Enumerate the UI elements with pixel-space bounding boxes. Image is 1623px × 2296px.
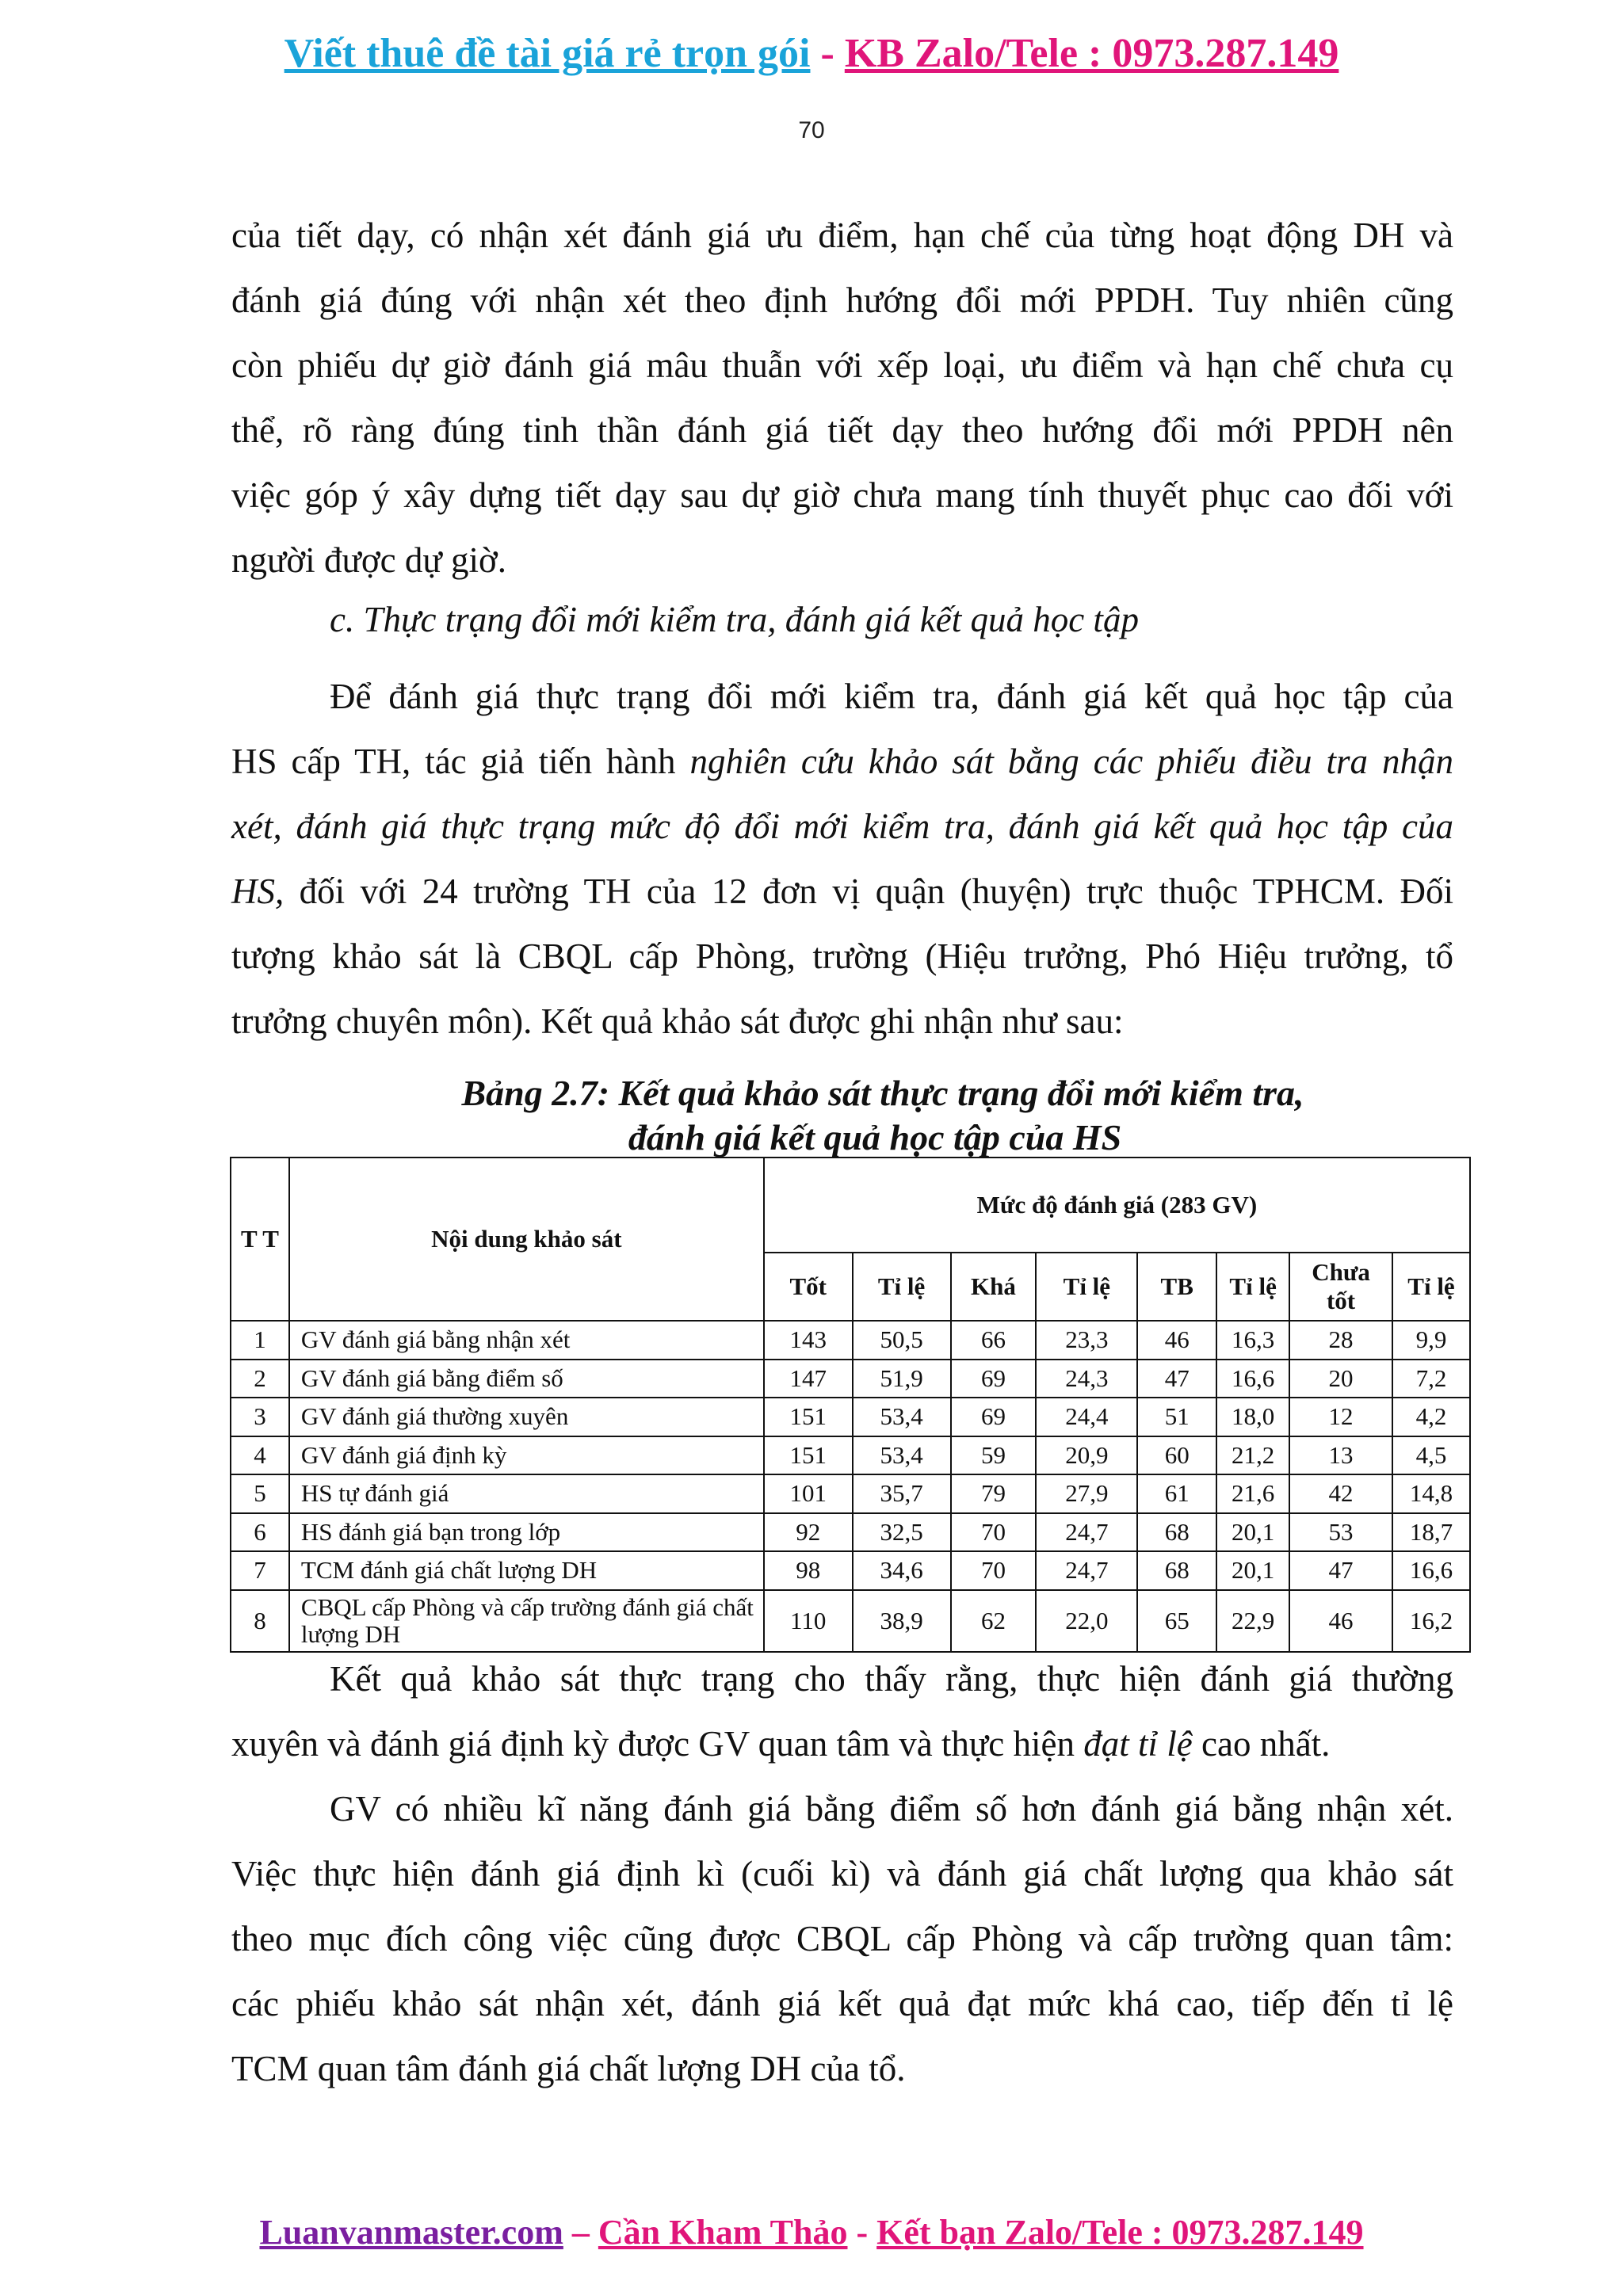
value-cell: 20 — [1289, 1360, 1392, 1398]
value-cell: 7,2 — [1392, 1360, 1470, 1398]
content-cell: GV đánh giá thường xuyên — [289, 1398, 764, 1436]
row-number-cell: 6 — [231, 1513, 289, 1552]
value-cell: 34,6 — [853, 1551, 951, 1590]
value-cell: 21,6 — [1216, 1474, 1289, 1513]
value-cell: 46 — [1137, 1321, 1216, 1360]
value-cell: 61 — [1137, 1474, 1216, 1513]
page-number: 70 — [798, 117, 825, 143]
subheader-good: Tốt — [764, 1253, 853, 1321]
value-cell: 21,2 — [1216, 1436, 1289, 1475]
row-number-cell: 3 — [231, 1398, 289, 1436]
value-cell: 22,9 — [1216, 1590, 1289, 1652]
value-cell: 101 — [764, 1474, 853, 1513]
value-cell: 70 — [951, 1551, 1037, 1590]
caption-line-1: Bảng 2.7: Kết quả khảo sát thực trạng đổi mới kiểm tra, — [461, 1073, 1304, 1113]
table-row — [231, 1474, 1470, 1513]
paragraph-line: các phiếu khảo sát nhận xét, đánh giá kết quả đạt mức khá cao, tiếp đến tỉ lệ — [231, 1984, 1453, 2023]
content-cell: GV đánh giá định kỳ — [289, 1436, 764, 1475]
value-cell: 50,5 — [853, 1321, 951, 1360]
value-cell: 16,6 — [1216, 1360, 1289, 1398]
italic-run: nghiên cứu khảo sát bằng các phiếu điều tra nhận — [689, 742, 1453, 781]
paragraph-line: Để đánh giá thực trạng đổi mới kiểm tra, đánh giá kết quả học tập của — [330, 677, 1453, 716]
value-cell: 16,3 — [1216, 1321, 1289, 1360]
subheader-fair: Khá — [951, 1253, 1037, 1321]
value-cell: 20,1 — [1216, 1513, 1289, 1552]
text-run: đối với 24 trường TH của 12 đơn vị quận (huyện) trực thuộc TPHCM. Đối — [284, 871, 1453, 911]
table-row — [231, 1590, 1470, 1652]
table-row — [231, 1513, 1470, 1552]
paragraph-1 — [231, 203, 1453, 593]
value-cell: 4,5 — [1392, 1436, 1470, 1475]
value-cell: 53 — [1289, 1513, 1392, 1552]
paragraph-line — [231, 1711, 1453, 1776]
paragraph-line: TCM quan tâm đánh giá chất lượng DH của tổ. — [231, 2049, 906, 2088]
value-cell: 38,9 — [853, 1590, 951, 1652]
paragraph-line: của tiết dạy, có nhận xét đánh giá ưu điểm, hạn chế của từng hoạt động DH và — [231, 215, 1453, 255]
paragraph-line: trưởng chuyên môn). Kết quả khảo sát được ghi nhận như sau: — [231, 1001, 1124, 1041]
value-cell: 143 — [764, 1321, 853, 1360]
text-run: HS cấp TH, tác giả tiến hành — [231, 742, 690, 781]
value-cell: 47 — [1137, 1360, 1216, 1398]
row-number-cell: 7 — [231, 1551, 289, 1590]
content-cell: CBQL cấp Phòng và cấp trường đánh giá chất lượng DH — [289, 1590, 764, 1652]
value-cell: 35,7 — [853, 1474, 951, 1513]
table-row — [231, 1551, 1470, 1590]
subheader-rate: Tỉ lệ — [1392, 1253, 1470, 1321]
value-cell: 62 — [951, 1590, 1037, 1652]
value-cell: 12 — [1289, 1398, 1392, 1436]
value-cell: 14,8 — [1392, 1474, 1470, 1513]
value-cell: 13 — [1289, 1436, 1392, 1475]
paragraph-line: theo mục đích công việc cũng được CBQL cấp Phòng và cấp trường quan tâm: — [231, 1919, 1453, 1958]
table-body — [231, 1321, 1470, 1652]
value-cell: 65 — [1137, 1590, 1216, 1652]
paragraph-line — [231, 729, 1453, 794]
paragraph-line: Kết quả khảo sát thực trạng cho thấy rằng, thực hiện đánh giá thường — [330, 1659, 1453, 1699]
header-contact-link[interactable]: KB Zalo/Tele : 0973.287.149 — [844, 31, 1339, 76]
value-cell: 59 — [951, 1436, 1037, 1475]
header-tt: T T — [231, 1158, 289, 1321]
subheader-rate: Tỉ lệ — [1216, 1253, 1289, 1321]
value-cell: 24,4 — [1036, 1398, 1137, 1436]
row-number-cell: 2 — [231, 1360, 289, 1398]
value-cell: 16,6 — [1392, 1551, 1470, 1590]
content-cell: HS tự đánh giá — [289, 1474, 764, 1513]
header-banner — [0, 30, 1623, 77]
value-cell: 20,9 — [1036, 1436, 1137, 1475]
value-cell: 32,5 — [853, 1513, 951, 1552]
paragraph-line: thể, rõ ràng đúng tinh thần đánh giá tiết dạy theo hướng đổi mới PPDH nên — [231, 410, 1453, 450]
table-row — [231, 1360, 1470, 1398]
subheader-not-good: Chưa tốt — [1289, 1253, 1392, 1321]
footer-site-link[interactable]: Luanvanmaster.com — [259, 2213, 563, 2252]
header-service-link[interactable]: Viết thuê đề tài giá rẻ trọn gói — [284, 31, 811, 76]
value-cell: 24,7 — [1036, 1551, 1137, 1590]
value-cell: 16,2 — [1392, 1590, 1470, 1652]
value-cell: 60 — [1137, 1436, 1216, 1475]
content-cell: TCM đánh giá chất lượng DH — [289, 1551, 764, 1590]
value-cell: 24,7 — [1036, 1513, 1137, 1552]
value-cell: 51,9 — [853, 1360, 951, 1398]
table-row — [231, 1436, 1470, 1475]
row-number-cell: 5 — [231, 1474, 289, 1513]
value-cell: 9,9 — [1392, 1321, 1470, 1360]
row-number-cell: 1 — [231, 1321, 289, 1360]
value-cell: 20,1 — [1216, 1551, 1289, 1590]
header-content: Nội dung khảo sát — [289, 1158, 764, 1321]
italic-run: HS, — [231, 871, 285, 911]
value-cell: 68 — [1137, 1551, 1216, 1590]
paragraph-line: còn phiếu dự giờ đánh giá mâu thuẫn với xếp loại, ưu điểm và hạn chế chưa cụ — [231, 345, 1453, 385]
section-subheading: c. Thực trạng đổi mới kiểm tra, đánh giá kết quả học tập — [330, 600, 1139, 639]
value-cell: 4,2 — [1392, 1398, 1470, 1436]
value-cell: 42 — [1289, 1474, 1392, 1513]
paragraph-line: GV có nhiều kĩ năng đánh giá bằng điểm số hơn đánh giá bằng nhận xét. — [330, 1789, 1453, 1829]
footer-separator: – — [563, 2213, 598, 2252]
content-cell: GV đánh giá bằng nhận xét — [289, 1321, 764, 1360]
value-cell: 69 — [951, 1360, 1037, 1398]
value-cell: 51 — [1137, 1398, 1216, 1436]
value-cell: 92 — [764, 1513, 853, 1552]
paragraph-line: tượng khảo sát là CBQL cấp Phòng, trường (Hiệu trưởng, Phó Hiệu trưởng, tổ — [231, 936, 1453, 976]
paragraph-line — [231, 859, 1453, 924]
paragraph-4 — [231, 1776, 1453, 2101]
table-row — [231, 1398, 1470, 1436]
text-run: cao nhất. — [1192, 1724, 1331, 1764]
value-cell: 68 — [1137, 1513, 1216, 1552]
value-cell: 18,0 — [1216, 1398, 1289, 1436]
row-number-cell: 8 — [231, 1590, 289, 1652]
value-cell: 28 — [1289, 1321, 1392, 1360]
subheader-average: TB — [1137, 1253, 1216, 1321]
paragraph-line: việc góp ý xây dựng tiết dạy sau dự giờ chưa mang tính thuyết phục cao đối với — [231, 475, 1453, 515]
paragraph-line: người được dự giờ. — [231, 540, 507, 580]
paragraph-2 — [231, 664, 1453, 1054]
survey-results-table — [230, 1157, 1471, 1653]
value-cell: 66 — [951, 1321, 1037, 1360]
subheader-rate: Tỉ lệ — [1036, 1253, 1137, 1321]
value-cell: 151 — [764, 1398, 853, 1436]
footer-contact-link[interactable]: Kết bạn Zalo/Tele : 0973.287.149 — [876, 2213, 1364, 2252]
value-cell: 53,4 — [853, 1436, 951, 1475]
footer-banner — [0, 2212, 1623, 2252]
paragraph-line: xét, đánh giá thực trạng mức độ đổi mới kiểm tra, đánh giá kết quả học tập của — [231, 807, 1453, 846]
value-cell: 98 — [764, 1551, 853, 1590]
content-cell: GV đánh giá bằng điểm số — [289, 1360, 764, 1398]
value-cell: 22,0 — [1036, 1590, 1137, 1652]
value-cell: 151 — [764, 1436, 853, 1475]
header-separator: - — [810, 31, 845, 76]
table-caption — [0, 1071, 1623, 1160]
value-cell: 18,7 — [1392, 1513, 1470, 1552]
row-number-cell: 4 — [231, 1436, 289, 1475]
caption-line-2: đánh giá kết quả học tập của HS — [628, 1117, 1122, 1158]
table-row — [231, 1321, 1470, 1360]
header-rating-level: Mức độ đánh giá (283 GV) — [764, 1158, 1470, 1253]
italic-run: đạt tỉ lệ — [1083, 1724, 1193, 1764]
value-cell: 27,9 — [1036, 1474, 1137, 1513]
value-cell: 47 — [1289, 1551, 1392, 1590]
paragraph-3 — [231, 1646, 1453, 1776]
paragraph-line: Việc thực hiện đánh giá định kì (cuối kì) và đánh giá chất lượng qua khảo sát — [231, 1854, 1453, 1894]
footer-separator: - — [847, 2213, 877, 2252]
value-cell: 46 — [1289, 1590, 1392, 1652]
value-cell: 69 — [951, 1398, 1037, 1436]
text-run: xuyên và đánh giá định kỳ được GV quan tâm và thực hiện — [231, 1724, 1084, 1764]
value-cell: 23,3 — [1036, 1321, 1137, 1360]
value-cell: 70 — [951, 1513, 1037, 1552]
content-cell: HS đánh giá bạn trong lớp — [289, 1513, 764, 1552]
value-cell: 147 — [764, 1360, 853, 1398]
subheader-rate: Tỉ lệ — [853, 1253, 951, 1321]
paragraph-line: đánh giá đúng với nhận xét theo định hướng đổi mới PPDH. Tuy nhiên cũng — [231, 280, 1453, 320]
value-cell: 110 — [764, 1590, 853, 1652]
footer-name-link[interactable]: Cần Kham Thảo — [598, 2213, 848, 2252]
value-cell: 53,4 — [853, 1398, 951, 1436]
value-cell: 24,3 — [1036, 1360, 1137, 1398]
value-cell: 79 — [951, 1474, 1037, 1513]
